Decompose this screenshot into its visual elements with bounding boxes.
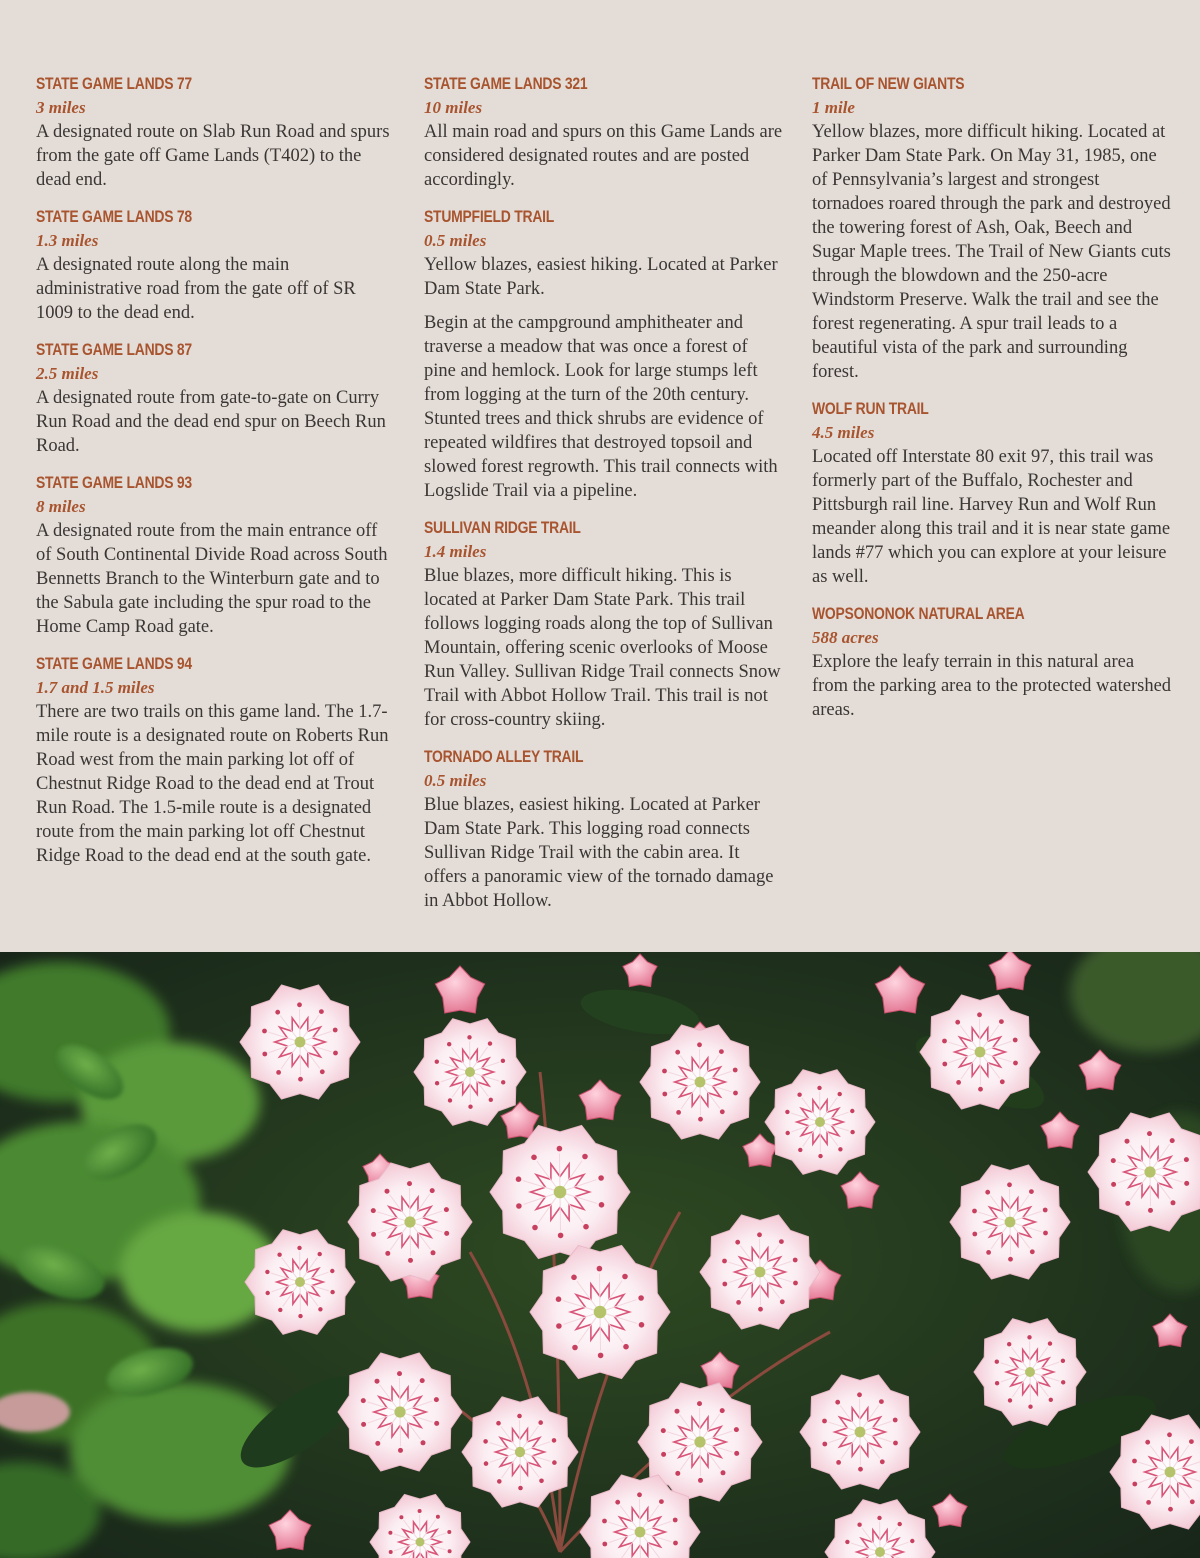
trail-description: Begin at the campground amphitheater and traverse a meadow that was once a forest of pine and hemlock. Look for large stumps left from logging at the turn of the 20th century. Stunted trees and thick shrubs are evidence of repeated wildfires that destroyed topsoil and slowed forest regrowth. This trail connects with Logslide Trail via a pipeline.: [424, 313, 778, 501]
flower-illustration: [0, 952, 1200, 1558]
trail-entry: [812, 397, 1172, 589]
trail-title: STUMPFIELD TRAIL: [424, 207, 555, 226]
trail-description: A designated route from gate-to-gate on Curry Run Road and the dead end spur on Beech Run Road.: [36, 388, 386, 456]
trail-distance: 0.5 miles: [424, 231, 487, 250]
trail-entry: [424, 516, 784, 732]
trail-description: Explore the leafy terrain in this natural area from the parking area to the protected watershed areas.: [812, 652, 1172, 720]
mountain-laurel-photo: [0, 952, 1200, 1558]
trail-distance: 10 miles: [424, 98, 483, 117]
trail-entry: [424, 745, 784, 913]
trail-distance: 3 miles: [36, 98, 86, 117]
trail-distance: 588 acres: [812, 628, 879, 647]
trail-entry: [36, 205, 396, 325]
trail-title: WOPSONONOK NATURAL AREA: [812, 604, 1025, 623]
trail-title: STATE GAME LANDS 77: [36, 74, 192, 93]
trail-title: TRAIL OF NEW GIANTS: [812, 74, 965, 93]
trail-description: Blue blazes, more difficult hiking. This is located at Parker Dam State Park. This trail follows logging roads along the top of Sullivan Mountain, offering scenic overlooks of Moose Run Valley. Sullivan Ridge Trail connects Snow Trail with Abbot Hollow Trail. This trail is not for cross-country skiing.: [424, 566, 781, 730]
trail-entry: [36, 471, 396, 639]
trail-distance: 1.3 miles: [36, 231, 99, 250]
trail-entry: [36, 338, 396, 458]
trail-description: A designated route on Slab Run Road and spurs from the gate off Game Lands (T402) to the dead end.: [36, 122, 390, 190]
trail-title: STATE GAME LANDS 87: [36, 340, 192, 359]
trail-title: STATE GAME LANDS 78: [36, 207, 192, 226]
column-1: [36, 72, 396, 881]
trail-description: Located off Interstate 80 exit 97, this trail was formerly part of the Buffalo, Rochester and Pittsburgh rail line. Harvey Run and Wolf Run meander along this trail and it is near state game lands #77 which you can explore at your leisure as well.: [812, 447, 1171, 587]
trail-description: Blue blazes, easiest hiking. Located at Parker Dam State Park. This logging road connects Sullivan Ridge Trail with the cabin area. It offers a panoramic view of the tornado damage in Abbot Hollow.: [424, 795, 774, 911]
trail-title: STATE GAME LANDS 94: [36, 654, 192, 673]
trail-distance: 1 mile: [812, 98, 855, 117]
trail-title: TORNADO ALLEY TRAIL: [424, 747, 584, 766]
trail-description: A designated route along the main administrative road from the gate off of SR 1009 to the dead end.: [36, 255, 356, 323]
trail-entry: [36, 652, 396, 868]
trail-title: SULLIVAN RIDGE TRAIL: [424, 518, 581, 537]
trail-description: Yellow blazes, more difficult hiking. Located at Parker Dam State Park. On May 31, 1985, one of Pennsylvania’s largest and strongest tornadoes roared through the park and destroyed the towering forest of Ash, Oak, Beech and Sugar Maple trees. The Trail of New Giants cuts through the blowdown and the 250-acre Windstorm Preserve. Walk the trail and see the forest regenerating. A spur trail leads to a beautiful vista of the park and surrounding forest.: [812, 122, 1171, 382]
trail-title: WOLF RUN TRAIL: [812, 399, 929, 418]
trail-distance: 1.4 miles: [424, 542, 487, 561]
trail-entry: [812, 602, 1172, 722]
trail-title: STATE GAME LANDS 93: [36, 473, 192, 492]
trail-distance: 2.5 miles: [36, 364, 99, 383]
column-3: [812, 72, 1172, 735]
trail-entry: [424, 205, 784, 503]
trail-description: All main road and spurs on this Game Lands are considered designated routes and are posted accordingly.: [424, 122, 783, 190]
trail-distance: 8 miles: [36, 497, 86, 516]
trail-description: Yellow blazes, easiest hiking. Located at Parker Dam State Park.: [424, 255, 778, 299]
trail-description: A designated route from the main entrance off of South Continental Divide Road across South Bennetts Branch to the Winterburn gate and to the Sabula gate including the spur road to the Home Camp Road gate.: [36, 521, 388, 637]
trail-entry: [424, 72, 784, 192]
trail-distance: 4.5 miles: [812, 423, 875, 442]
trail-distance: 1.7 and 1.5 miles: [36, 678, 155, 697]
column-2: [424, 72, 784, 926]
trail-distance: 0.5 miles: [424, 771, 487, 790]
trail-title: STATE GAME LANDS 321: [424, 74, 588, 93]
trail-description: There are two trails on this game land. The 1.7-mile route is a designated route on Roberts Run Road west from the main parking lot off of Chestnut Ridge Road to the dead end at Trout Run Road. The 1.5-mile route is a designated route from the main parking lot off Chestnut Ridge Road to the dead end at the south gate.: [36, 702, 389, 866]
trail-entry: [812, 72, 1172, 384]
trail-entry: [36, 72, 396, 192]
